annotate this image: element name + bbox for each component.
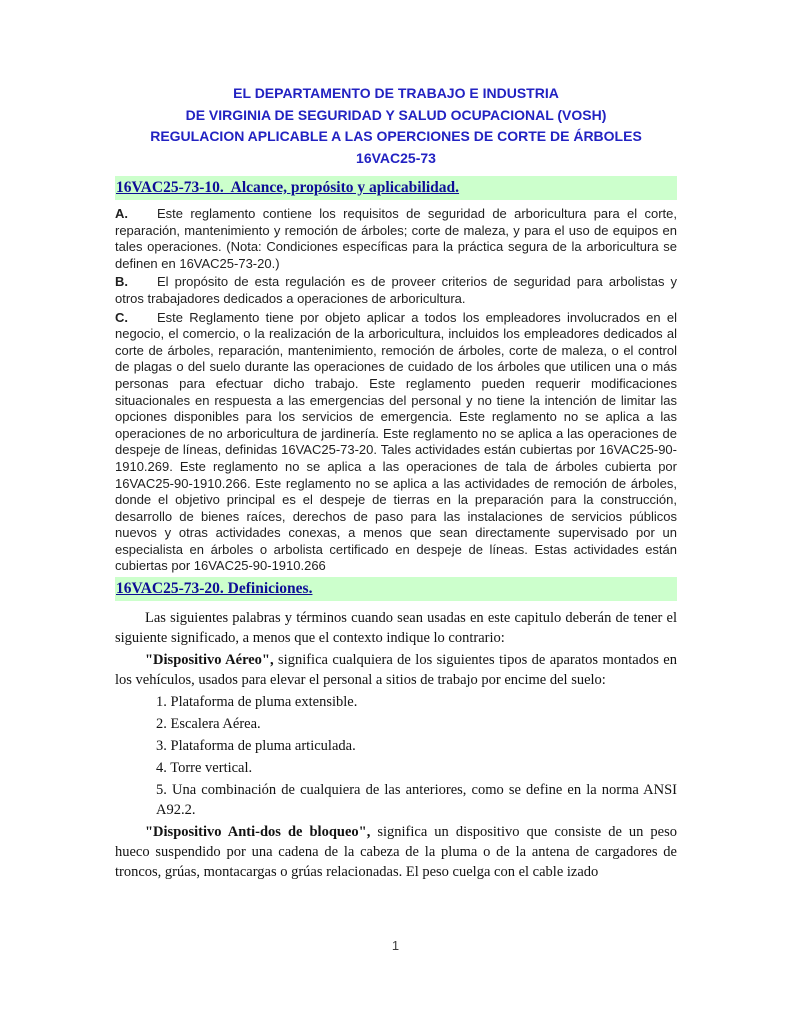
paragraph-c-label: C. xyxy=(115,309,128,325)
paragraph-c xyxy=(115,310,677,576)
definition-dispositivo-aereo xyxy=(115,650,677,690)
paragraph-b-label: B. xyxy=(115,274,128,290)
paragraph-b xyxy=(115,274,677,307)
document-title-block xyxy=(115,83,677,169)
title-line-1: EL DEPARTAMENTO DE TRABAJO E INDUSTRIA xyxy=(233,85,559,101)
section-heading-alcance-band xyxy=(115,176,677,200)
definition-term-dispositivo-aereo: "Dispositivo Aéreo", xyxy=(145,652,274,669)
section-heading-definiciones: 16VAC25-73-20. Definiciones. xyxy=(116,580,313,598)
title-line-2: DE VIRGINIA DE SEGURIDAD Y SALUD OCUPACIONAL (VOSH) xyxy=(185,106,607,123)
list-item-3: 3. Plataforma de pluma articulada. xyxy=(156,738,356,755)
paragraph-c-text: Este Reglamento tiene por objeto aplicar a todos los empleadores involucrados en el negocio, el comercio, o la realización de la arboricultura, incluidos los empleadores dedicados al corte de árboles, reparación, mantenimiento, remoción de árboles, corte de maleza, o el control de plagas o del suelo durante las operaciones de cuidado de los árboles que utilicen una o más personas para efectuar dicho trabajo. Este reglamento pueden requerir modificaciones situacionales en respuesta a las emergencias del personal y no tiene la intención de limitar las opciones disponibles para los servicios de emergencia. Este reglamento no se aplica a las operaciones de no arboricultura de jardinería. Este reglamento no se aplica a las operaciones de despeje de líneas, definidas 16VAC25-73-20. Tales actividades están cubiertas por 16VAC25-90-1910.269. Este reglamento no se aplica a las operaciones de tala de árboles cubierta por 16VAC25-90-1910.266. Este reglamento no se aplica a las actividades de remoción de árboles, donde el objetivo principal es el despeje de tierras en la preparación para la construcción, desarrollo de bienes raíces, derechos de paso para las instalaciones de servicios públicos nuevos y otras actividades conexas, a menos que sean directamente supervisado por un especialista en árboles o arbolista certificado en despeje de líneas. Estas actividades están cubiertas por 16VAC25-90-1910.266 xyxy=(115,309,677,574)
title-line-4: 16VAC25-73 xyxy=(356,149,436,166)
list-item-4: 4. Torre vertical. xyxy=(156,760,253,777)
definitions-intro: Las siguientes palabras y términos cuando sean usadas en este capitulo deberán de tener el siguiente significado, a menos que el contexto indique lo contrario: xyxy=(115,610,677,647)
title-line-3: REGULACION APLICABLE A LAS OPERCIONES DE CORTE DE ÁRBOLES xyxy=(150,128,642,144)
paragraph-a xyxy=(115,206,677,272)
list-item-5: 5. Una combinación de cualquiera de las anteriores, como se define en la norma ANSI A92.2. xyxy=(156,782,677,819)
definition-text-anti-dos: significa un dispositivo que consiste de un peso hueco suspendido por una cadena de la cabeza de la pluma o de la antena de cargadores de troncos, grúas, montacargas o grúas relacionadas. El peso cuelga con el cable izado xyxy=(115,824,678,881)
section-heading-definiciones-band xyxy=(115,577,677,601)
paragraph-b-text: El propósito de esta regulación es de proveer criterios de seguridad para arbolistas y otros trabajadores dedicados a operaciones de arboricultura. xyxy=(115,274,677,306)
definition-dispositivo-anti-dos xyxy=(115,822,677,882)
list-item-2: 2. Escalera Aérea. xyxy=(156,716,261,733)
list-item-1: 1. Plataforma de pluma extensible. xyxy=(156,694,358,711)
paragraph-a-label: A. xyxy=(115,206,128,221)
paragraph-a-text: Este reglamento contiene los requisitos de seguridad de arboricultura para el corte, reparación, mantenimiento y remoción de árboles; corte de maleza, y para el uso de equipos en tales operaciones. (Nota: Condiciones específicas para la práctica segura de la arboricultura se definen en 16VAC25-73-20.) xyxy=(115,206,677,271)
page-number: 1 xyxy=(391,938,400,953)
section-heading-alcance: 16VAC25-73-10. Alcance, propósito y aplicabilidad. xyxy=(116,179,460,196)
definition-text-dispositivo-aereo: significa cualquiera de los siguientes tipos de aparatos montados en los vehículos, usados para elevar el personal a sitios de trabajo por encime del suelo: xyxy=(115,652,677,689)
definition-term-anti-dos: "Dispositivo Anti-dos de bloqueo", xyxy=(145,824,371,841)
aerial-device-list xyxy=(156,692,677,820)
